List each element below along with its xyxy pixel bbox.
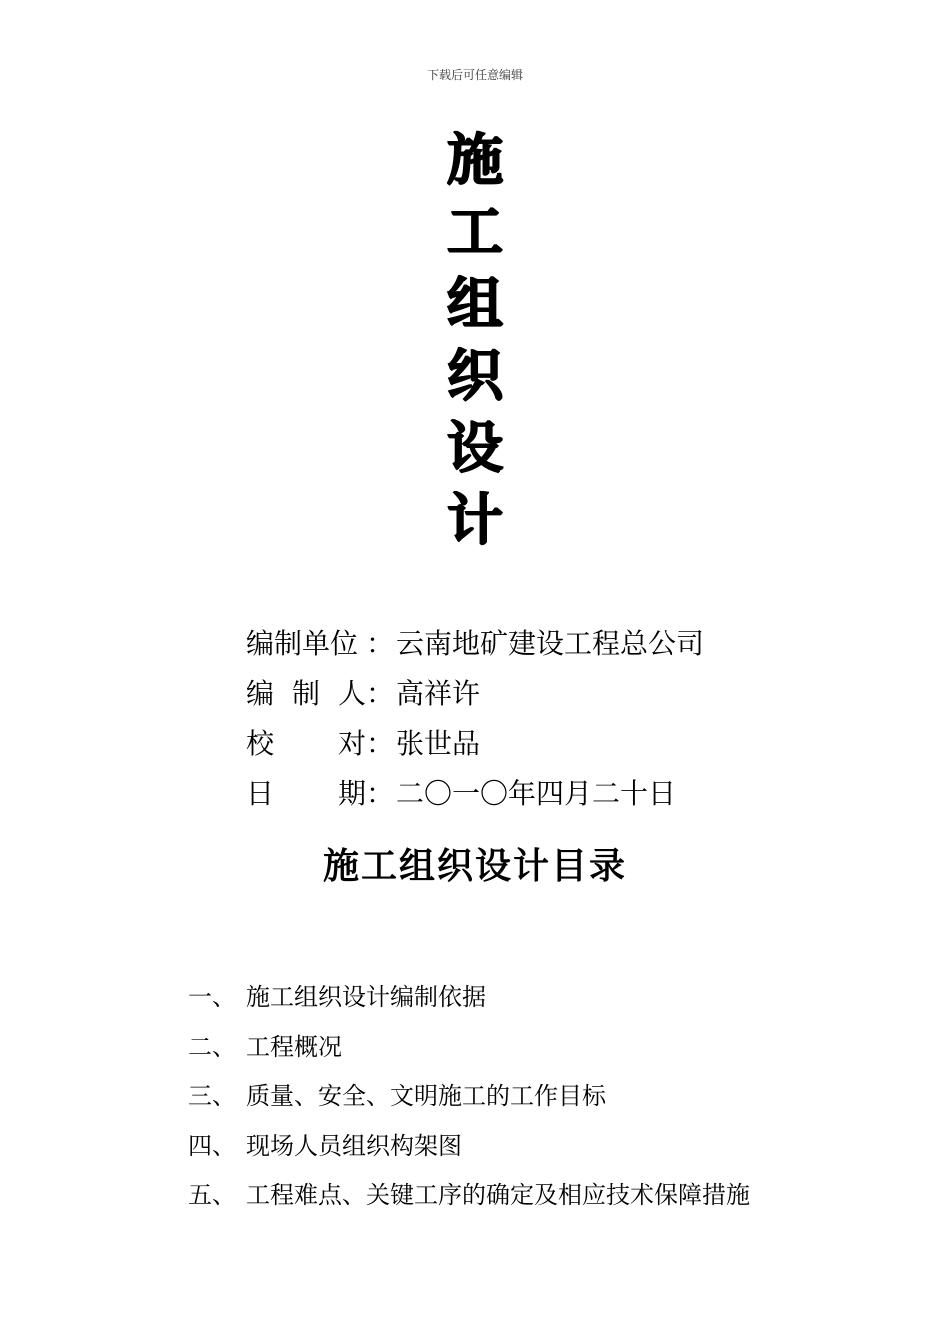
info-value: 二〇一〇年四月二十日 — [396, 777, 677, 810]
toc-item-text: 工程概况 — [246, 1033, 342, 1061]
info-colon: ： — [366, 727, 395, 760]
info-colon: ： — [366, 627, 395, 660]
toc-item-text: 现场人员组织构架图 — [246, 1132, 462, 1160]
toc-item — [188, 1178, 750, 1212]
toc-item — [188, 1030, 342, 1064]
info-label-char: 编 — [246, 677, 275, 710]
info-label — [246, 674, 366, 714]
title-char: 设 — [447, 415, 503, 481]
header-note: 下载后可任意编辑 — [426, 68, 523, 82]
toc-item-number: 五、 — [188, 1181, 236, 1209]
toc-item-text: 质量、安全、文明施工的工作目标 — [246, 1082, 606, 1110]
info-row-date — [246, 774, 676, 814]
info-row-editor — [246, 674, 480, 714]
title-char: 织 — [447, 343, 503, 409]
toc-item-number: 四、 — [188, 1132, 236, 1160]
info-label: 编制单位 — [246, 627, 359, 660]
toc-item — [188, 1079, 606, 1113]
info-row-unit — [246, 624, 704, 664]
toc-title: 施工组织设计目录 — [322, 845, 627, 887]
toc-item — [188, 1129, 462, 1163]
toc-item-text: 施工组织设计编制依据 — [246, 983, 486, 1011]
info-label-char: 期 — [337, 777, 366, 810]
info-label — [246, 724, 366, 764]
info-label-char: 制 — [291, 677, 320, 710]
title-char: 组 — [447, 271, 503, 337]
toc-item-number: 二、 — [188, 1033, 236, 1061]
toc-item-text: 工程难点、关键工序的确定及相应技术保障措施 — [246, 1181, 750, 1209]
info-label-char: 校 — [246, 727, 275, 760]
toc-item-number: 三、 — [188, 1082, 236, 1110]
toc-item-number: 一、 — [188, 983, 236, 1011]
toc-item — [188, 980, 486, 1014]
title-char: 计 — [447, 487, 503, 553]
info-colon: ： — [366, 777, 395, 810]
info-colon: ： — [366, 677, 395, 710]
info-row-proofreader — [246, 724, 480, 764]
info-label-char: 人 — [337, 677, 366, 710]
info-label — [246, 774, 366, 814]
info-value: 云南地矿建设工程总公司 — [396, 627, 705, 660]
info-value: 高祥许 — [396, 677, 481, 710]
info-value: 张世品 — [396, 727, 481, 760]
info-label-char: 日 — [246, 777, 275, 810]
title-char: 施 — [447, 127, 503, 193]
info-label-char: 对 — [337, 727, 366, 760]
title-char: 工 — [447, 199, 503, 265]
